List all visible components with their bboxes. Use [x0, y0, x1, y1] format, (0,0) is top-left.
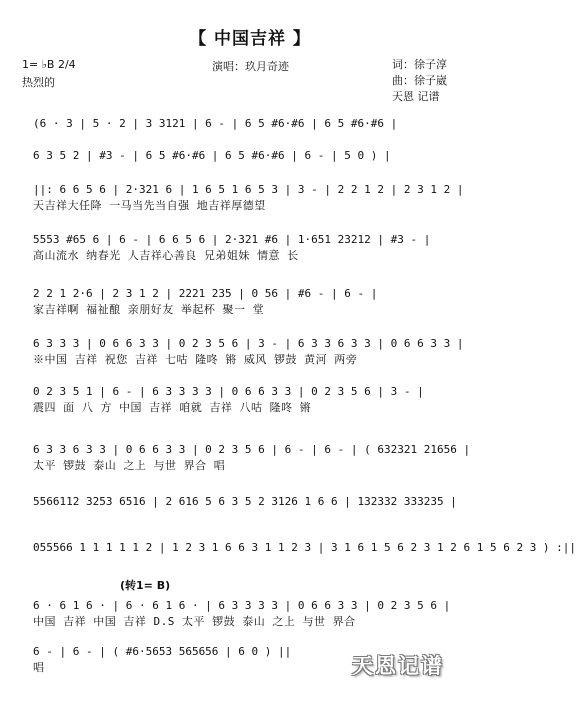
lyric-line: 高山流水 纳春光 人吉祥心善良 兄弟姐妹 情意 长: [33, 249, 299, 262]
lyric-line: 太平 锣鼓 泰山 之上 与世 界合 唱: [33, 459, 226, 472]
score-system-1: [33, 116, 473, 148]
notation-line: 6 3 3 3 | 0 6 6 3 3 | 0 2 3 5 6 | 3 - | 6 3 3 6 3 3 | 0 6 6 3 3 |: [33, 337, 464, 350]
notation-line: 6 · 6 1 6 · | 6 · 6 1 6 · | 6 3 3 3 3 | 0 6 6 3 3 | 0 2 3 5 6 |: [33, 599, 451, 612]
lyric-line: 天吉祥大任降 一马当先当自强 地吉祥厚德望: [33, 199, 266, 212]
notation-line: ||: 6 6 5 6 | 2·321 6 | 1 6 5 1 6 5 3 | 3 - | 2 2 1 2 | 2 3 1 2 |: [33, 183, 464, 196]
notation-line: 6 3 5 2 | #3 - | 6 5 #6·#6 | 6 5 #6·#6 | 6 - | 5 0 ) |: [33, 149, 391, 162]
notation-line: (6 · 3 | 5 · 2 | 3 3121 | 6 - | 6 5 #6·#6 | 6 5 #6·#6 |: [33, 117, 398, 130]
song-title: 【 中国吉祥 】: [189, 29, 311, 49]
notation-line: 5566112 3253 6516 | 2 616 5 6 3 5 2 3126 1 6 6 | 132332 333235 |: [33, 495, 457, 508]
lyric-line: ※中国 吉祥 祝您 吉祥 七咕 隆咚 锵 威风 锣鼓 黄河 两旁: [33, 353, 358, 366]
score-system-11: [33, 598, 473, 630]
lyric-line: 家吉祥啊 福祉酿 亲朋好友 举起杯 聚一 堂: [33, 303, 265, 316]
lyric-line: [33, 132, 473, 148]
score-header: [0, 0, 500, 110]
notation-line: 2 2 1 2·6 | 2 3 1 2 | 2221 235 | 0 56 | #6 - | 6 - |: [33, 287, 378, 300]
watermark-logo: 天恩记谱: [352, 653, 444, 678]
score-system-5: [33, 286, 473, 318]
score-system-7: [33, 384, 473, 416]
score-system-8: [33, 442, 473, 474]
singer-credit: 演唱：玖月奇迹: [212, 60, 289, 73]
score-system-3: [33, 182, 473, 214]
modulation-marker: (转1= B): [120, 579, 171, 592]
lyric-line: 中国 吉祥 中国 吉祥 D.S 太平 锣鼓 泰山 之上 与世 界合: [33, 615, 356, 628]
notation-line: 0 2 3 5 1 | 6 - | 6 3 3 3 3 | 0 6 6 3 3 | 0 2 3 5 6 | 3 - |: [33, 385, 424, 398]
lyricist-credit: 词：徐子淳: [392, 58, 447, 71]
score-system-9: [33, 494, 473, 510]
lyric-line: 震四 面 八 方 中国 吉祥 咱就 吉祥 八咕 隆咚 锵: [33, 401, 312, 414]
key-signature: 1= ♭B 2/4: [22, 58, 76, 71]
notation-line: 5553 #65 6 | 6 - | 6 6 5 6 | 2·321 #6 | 1·651 23212 | #3 - |: [33, 233, 431, 246]
score-system-10: [33, 540, 576, 556]
notation-line: 6 - | 6 - | ( #6·5653 565656 | 6 0 ) ||: [33, 645, 292, 658]
score-system-4: [33, 232, 473, 264]
score-system-6: [33, 336, 473, 368]
notation-line: 055566 1 1 1 1 1 2 | 1 2 3 1 6 6 3 1 1 2 3 | 3 1 6 1 5 6 2 3 1 2 6 1 5 6 2 3 ) :||: [33, 541, 576, 554]
lyric-line: 唱: [33, 661, 45, 674]
transcriber-credit: 天恩 记谱: [392, 90, 440, 103]
score-system-2: [33, 148, 473, 180]
lyric-line: [33, 164, 473, 180]
tempo-marking: 热烈的: [22, 76, 55, 89]
composer-credit: 曲：徐子崴: [392, 74, 447, 87]
notation-line: 6 3 3 6 3 3 | 0 6 6 3 3 | 0 2 3 5 6 | 6 - | 6 - | ( 632321 21656 |: [33, 443, 471, 456]
